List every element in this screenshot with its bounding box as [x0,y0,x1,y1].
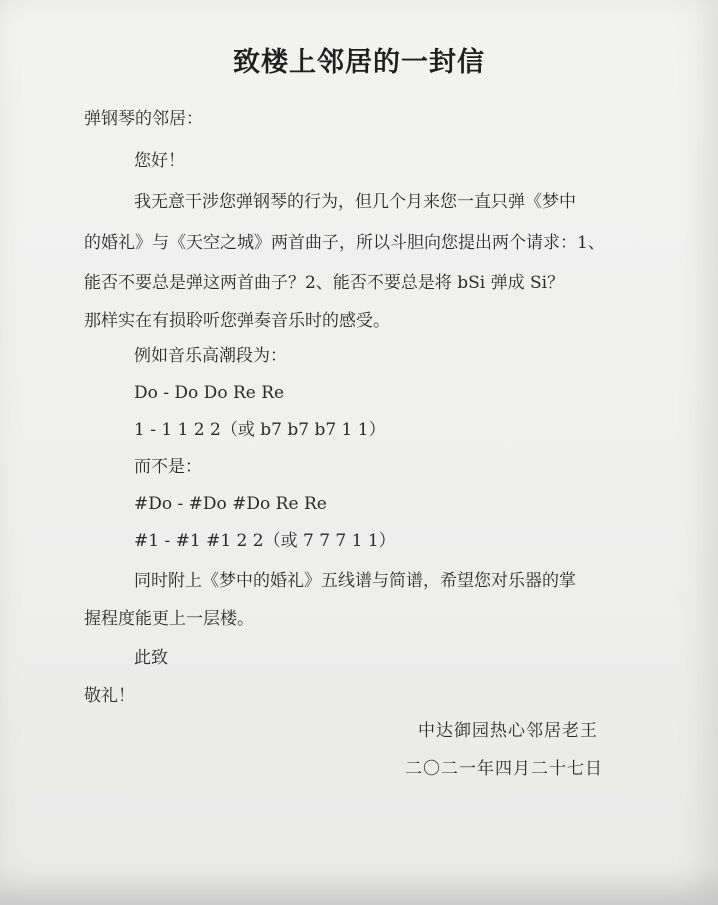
wrong-numbers: #1 - #1 #1 2 2（或 7 7 7 1 1） [134,531,396,551]
paragraph-1-line-3: 能否不要总是弹这两首曲子？2、能否不要总是将 bSi 弹成 Si？ [84,273,565,293]
paragraph-2-line-2: 握程度能更上一层楼。 [84,609,254,629]
closing-2: 敬礼！ [84,686,135,706]
instead-intro: 而不是： [134,457,202,477]
salutation: 弹钢琴的邻居： [84,109,203,129]
wrong-solfege: #Do - #Do #Do Re Re [134,494,327,514]
correct-solfege: Do - Do Do Re Re [134,383,285,403]
letter-title: 致楼上邻居的一封信 [233,47,485,78]
greeting: 您好！ [134,151,185,171]
paragraph-1-line-2: 的婚礼》与《天空之城》两首曲子，所以斗胆向您提出两个请求：1、 [84,233,605,253]
date: 二〇二一年四月二十七日 [405,759,603,779]
paragraph-2-line-1: 同时附上《梦中的婚礼》五线谱与简谱，希望您对乐器的掌 [134,571,576,591]
example-intro: 例如音乐高潮段为： [134,346,287,366]
paragraph-1-line-4: 那样实在有损聆听您弹奏音乐时的感受。 [84,311,390,331]
closing-1: 此致 [134,648,168,668]
correct-numbers: 1 - 1 1 2 2（或 b7 b7 b7 1 1） [134,420,386,440]
paragraph-1-line-1: 我无意干涉您弹钢琴的行为，但几个月来您一直只弹《梦中 [134,192,576,212]
signature: 中达御园热心邻居老王 [418,721,598,741]
